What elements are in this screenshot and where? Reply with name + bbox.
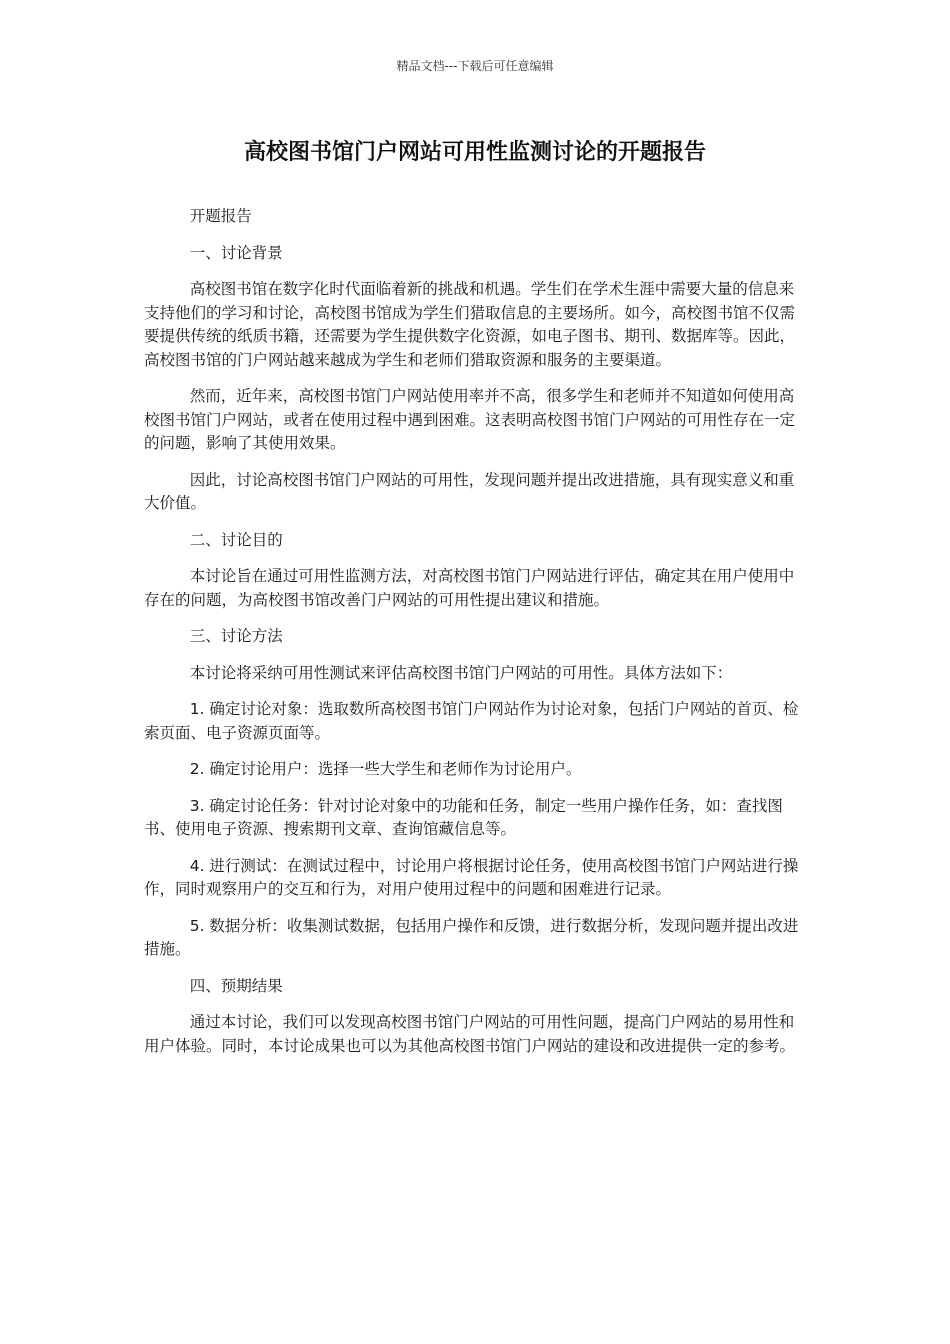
paragraph: 高校图书馆在数字化时代面临着新的挑战和机遇。学生们在学术生涯中需要大量的信息来支持他们的学习和讨论，高校图书馆成为学生们猎取信息的主要场所。如今，高校图书馆不仅需要提供传统的纸质书籍，还需要为学生提供数字化资源，如电子图书、期刊、数据库等。因此，高校图书馆的门户网站越来越成为学生和老师们猎取资源和服务的主要渠道。: [144, 280, 796, 369]
list-item: 5. 数据分析：收集测试数据，包括用户操作和反馈，进行数据分析，发现问题并提出改进措施。: [144, 916, 799, 958]
section-heading-purpose: 二、讨论目的: [189, 530, 283, 549]
paragraph: 本讨论旨在通过可用性监测方法，对高校图书馆门户网站进行评估，确定其在用户使用中存在的问题，为高校图书馆改善门户网站的可用性提出建议和措施。: [144, 567, 795, 609]
document-body: [144, 205, 806, 1071]
paragraph: 通过本讨论，我们可以发现高校图书馆门户网站的可用性问题，提高门户网站的易用性和用户体验。同时，本讨论成果也可以为其他高校图书馆门户网站的建设和改进提供一定的参考。: [144, 1013, 796, 1055]
section-heading-method: 三、讨论方法: [189, 627, 283, 645]
section-heading-report: 开题报告: [189, 207, 252, 225]
list-item: 3. 确定讨论任务：针对讨论对象中的功能和任务，制定一些用户操作任务，如：查找图书、使用电子资源、搜索期刊文章、查询馆藏信息等。: [144, 796, 783, 838]
section-heading-background: 一、讨论背景: [189, 243, 283, 262]
paragraph: 然而，近年来，高校图书馆门户网站使用率并不高，很多学生和老师并不知道如何使用高校图书馆门户网站，或者在使用过程中遇到困难。这表明高校图书馆门户网站的可用性存在一定的问题，影响了其使用效果。: [144, 387, 796, 452]
header-note: 精品文档---下载后可任意编辑: [396, 59, 554, 73]
list-item: 4. 进行测试：在测试过程中，讨论用户将根据讨论任务，使用高校图书馆门户网站进行操作，同时观察用户的交互和行为，对用户使用过程中的问题和困难进行记录。: [144, 856, 799, 898]
paragraph: 本讨论将采纳可用性测试来评估高校图书馆门户网站的可用性。具体方法如下：: [189, 663, 733, 682]
paragraph: 因此，讨论高校图书馆门户网站的可用性，发现问题并提出改进措施，具有现实意义和重大价值。: [144, 470, 795, 512]
list-item: 1. 确定讨论对象：选取数所高校图书馆门户网站作为讨论对象，包括门户网站的首页、检索页面、电子资源页面等。: [144, 700, 799, 742]
list-item: 2. 确定讨论用户：选择一些大学生和老师作为讨论用户。: [189, 760, 582, 778]
section-heading-results: 四、预期结果: [189, 976, 283, 995]
document-title: 高校图书馆门户网站可用性监测讨论的开题报告: [243, 140, 706, 165]
